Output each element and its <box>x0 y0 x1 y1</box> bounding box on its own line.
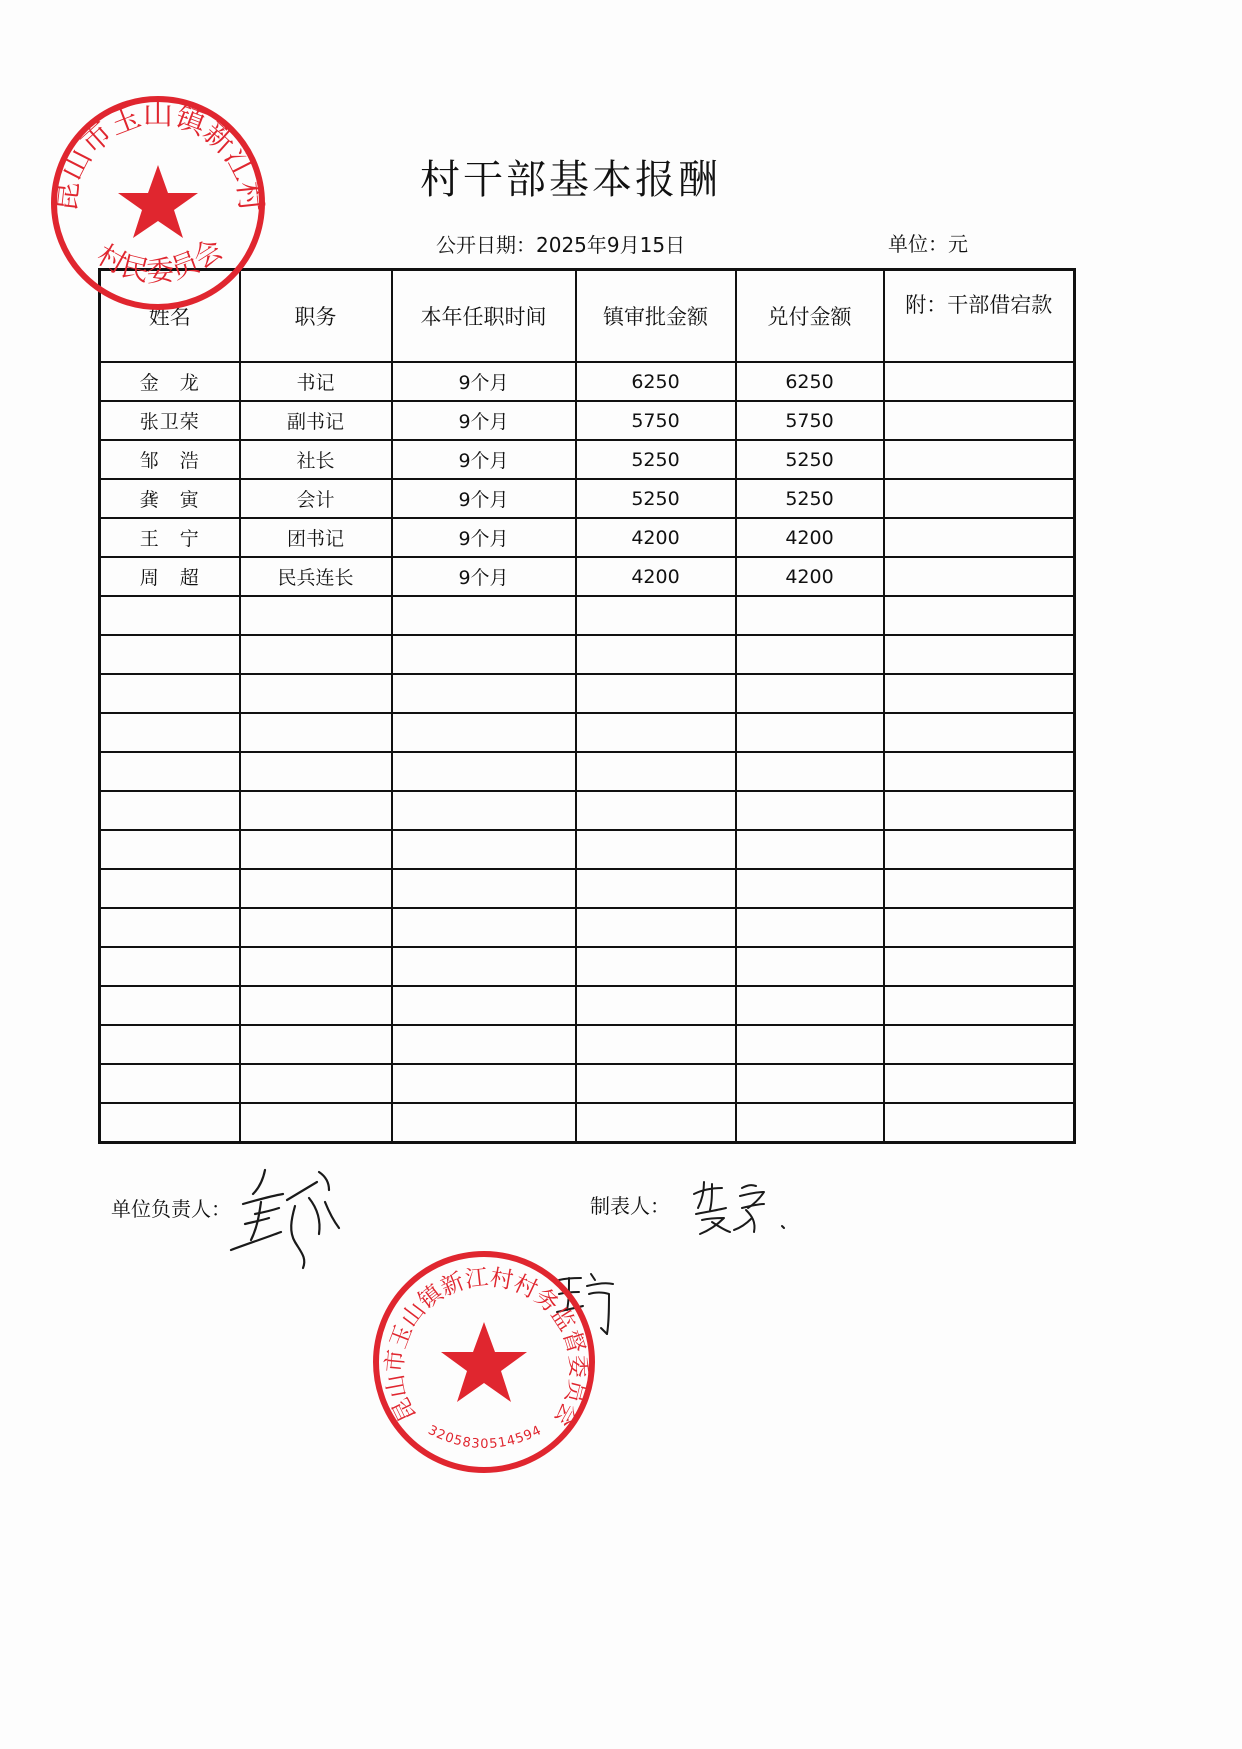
approved-amount-cell: 5250 <box>576 479 736 518</box>
preparer-label: 制表人： <box>590 1194 670 1218</box>
empty-cell <box>100 596 240 635</box>
empty-cell <box>736 674 884 713</box>
empty-cell <box>392 869 576 908</box>
header-tenure: 本年任职时间 <box>392 270 576 363</box>
empty-cell <box>240 908 392 947</box>
seal-code-text: 3205830514594 <box>425 1422 545 1453</box>
name-cell: 王 宁 <box>100 518 240 557</box>
paid-amount-cell: 4200 <box>736 518 884 557</box>
empty-cell <box>884 1025 1075 1064</box>
publish-date: 公开日期：2025年9月15日 <box>436 233 686 257</box>
role-cell: 民兵连长 <box>240 557 392 596</box>
name-cell: 张卫荣 <box>100 401 240 440</box>
empty-cell <box>240 947 392 986</box>
empty-cell <box>736 830 884 869</box>
empty-cell <box>100 986 240 1025</box>
empty-cell <box>392 947 576 986</box>
paid-amount-cell: 4200 <box>736 557 884 596</box>
table-row <box>100 557 1075 596</box>
empty-cell <box>240 752 392 791</box>
empty-cell <box>240 791 392 830</box>
empty-cell <box>392 596 576 635</box>
empty-cell <box>576 830 736 869</box>
empty-cell <box>240 1025 392 1064</box>
empty-cell <box>736 635 884 674</box>
empty-cell <box>392 791 576 830</box>
empty-cell <box>884 1103 1075 1143</box>
empty-cell <box>576 908 736 947</box>
empty-cell <box>736 986 884 1025</box>
empty-cell <box>884 947 1075 986</box>
empty-cell <box>100 1103 240 1143</box>
empty-table-row <box>100 947 1075 986</box>
empty-cell <box>576 752 736 791</box>
empty-table-row <box>100 908 1075 947</box>
seal-ring-text: 昆山市玉山镇新江村村务监督委员会 <box>381 1264 591 1431</box>
note-cell <box>884 557 1075 596</box>
empty-cell <box>392 1064 576 1103</box>
tenure-cell: 9个月 <box>392 401 576 440</box>
empty-cell <box>240 596 392 635</box>
empty-cell <box>884 986 1075 1025</box>
empty-cell <box>240 869 392 908</box>
empty-table-row <box>100 1025 1075 1064</box>
village-committee-seal <box>42 87 274 319</box>
empty-cell <box>100 1025 240 1064</box>
empty-cell <box>240 713 392 752</box>
empty-table-row <box>100 713 1075 752</box>
paid-amount-cell: 6250 <box>736 362 884 401</box>
empty-cell <box>884 908 1075 947</box>
empty-cell <box>736 1025 884 1064</box>
empty-cell <box>884 635 1075 674</box>
role-cell: 副书记 <box>240 401 392 440</box>
paid-amount-cell: 5750 <box>736 401 884 440</box>
empty-table-row <box>100 869 1075 908</box>
note-cell <box>884 479 1075 518</box>
remuneration-table <box>98 268 1076 1144</box>
approved-amount-cell: 6250 <box>576 362 736 401</box>
empty-cell <box>240 1064 392 1103</box>
role-cell: 会计 <box>240 479 392 518</box>
note-cell <box>884 362 1075 401</box>
tenure-cell: 9个月 <box>392 440 576 479</box>
empty-cell <box>576 596 736 635</box>
empty-cell <box>240 674 392 713</box>
empty-cell <box>736 791 884 830</box>
header-name: 姓名 <box>100 270 240 363</box>
empty-cell <box>100 791 240 830</box>
paid-amount-cell: 5250 <box>736 440 884 479</box>
tenure-cell: 9个月 <box>392 518 576 557</box>
empty-table-row <box>100 1064 1075 1103</box>
empty-cell <box>576 869 736 908</box>
empty-cell <box>736 947 884 986</box>
note-cell <box>884 401 1075 440</box>
approved-amount-cell: 4200 <box>576 518 736 557</box>
empty-cell <box>100 713 240 752</box>
empty-cell <box>392 986 576 1025</box>
responsible-person-signature <box>225 1158 355 1278</box>
empty-cell <box>884 869 1075 908</box>
table-row <box>100 401 1075 440</box>
empty-cell <box>576 713 736 752</box>
paid-amount-cell: 5250 <box>736 479 884 518</box>
empty-cell <box>736 713 884 752</box>
table-row <box>100 518 1075 557</box>
empty-cell <box>240 635 392 674</box>
responsible-person-label: 单位负责人： <box>111 1197 231 1221</box>
empty-cell <box>100 635 240 674</box>
header-note: 附：干部借宕款 <box>884 270 1075 363</box>
empty-cell <box>100 752 240 791</box>
note-cell <box>884 440 1075 479</box>
empty-table-row <box>100 635 1075 674</box>
seal-ring-text: 昆山市玉山镇新江村 <box>48 97 268 214</box>
empty-cell <box>392 635 576 674</box>
table-row <box>100 362 1075 401</box>
empty-table-row <box>100 830 1075 869</box>
approved-amount-cell: 5750 <box>576 401 736 440</box>
tenure-cell: 9个月 <box>392 362 576 401</box>
approved-amount-cell: 5250 <box>576 440 736 479</box>
empty-cell <box>576 947 736 986</box>
empty-cell <box>240 986 392 1025</box>
empty-cell <box>392 752 576 791</box>
empty-cell <box>884 1064 1075 1103</box>
empty-cell <box>100 947 240 986</box>
tenure-cell: 9个月 <box>392 557 576 596</box>
tenure-cell: 9个月 <box>392 479 576 518</box>
empty-cell <box>576 1103 736 1143</box>
approved-amount-cell: 4200 <box>576 557 736 596</box>
village-supervision-committee-seal <box>364 1242 604 1482</box>
empty-cell <box>576 635 736 674</box>
empty-table-row <box>100 1103 1075 1143</box>
empty-table-row <box>100 674 1075 713</box>
empty-cell <box>100 869 240 908</box>
empty-cell <box>884 674 1075 713</box>
empty-cell <box>576 986 736 1025</box>
empty-cell <box>392 713 576 752</box>
table-row <box>100 479 1075 518</box>
seal-bottom-text: 村民委员会 <box>91 232 229 289</box>
empty-cell <box>100 908 240 947</box>
empty-cell <box>392 908 576 947</box>
empty-cell <box>100 830 240 869</box>
preparer-signature <box>690 1178 800 1238</box>
empty-table-row <box>100 986 1075 1025</box>
empty-cell <box>576 1025 736 1064</box>
document-title: 村干部基本报酬 <box>420 157 721 203</box>
header-role: 职务 <box>240 270 392 363</box>
empty-cell <box>392 674 576 713</box>
empty-cell <box>736 1103 884 1143</box>
empty-cell <box>884 713 1075 752</box>
header-approved-amount: 镇审批金额 <box>576 270 736 363</box>
empty-cell <box>576 674 736 713</box>
empty-cell <box>240 830 392 869</box>
empty-cell <box>100 1064 240 1103</box>
empty-cell <box>884 752 1075 791</box>
empty-cell <box>392 830 576 869</box>
empty-cell <box>576 791 736 830</box>
role-cell: 书记 <box>240 362 392 401</box>
seal-star-icon <box>441 1322 527 1402</box>
empty-cell <box>736 752 884 791</box>
empty-cell <box>736 596 884 635</box>
empty-cell <box>392 1103 576 1143</box>
empty-table-row <box>100 752 1075 791</box>
empty-cell <box>884 596 1075 635</box>
seal-star-icon <box>118 165 198 238</box>
name-cell: 龚 寅 <box>100 479 240 518</box>
empty-cell <box>736 908 884 947</box>
empty-cell <box>736 869 884 908</box>
role-cell: 社长 <box>240 440 392 479</box>
role-cell: 团书记 <box>240 518 392 557</box>
empty-cell <box>392 1025 576 1064</box>
name-cell: 周 超 <box>100 557 240 596</box>
empty-table-row <box>100 596 1075 635</box>
currency-unit: 单位：元 <box>888 232 968 256</box>
name-cell: 邹 浩 <box>100 440 240 479</box>
empty-cell <box>884 791 1075 830</box>
empty-cell <box>884 830 1075 869</box>
empty-cell <box>100 674 240 713</box>
empty-cell <box>240 1103 392 1143</box>
note-cell <box>884 518 1075 557</box>
empty-table-row <box>100 791 1075 830</box>
empty-cell <box>576 1064 736 1103</box>
header-paid-amount: 兑付金额 <box>736 270 884 363</box>
table-row <box>100 440 1075 479</box>
name-cell: 金 龙 <box>100 362 240 401</box>
empty-cell <box>736 1064 884 1103</box>
